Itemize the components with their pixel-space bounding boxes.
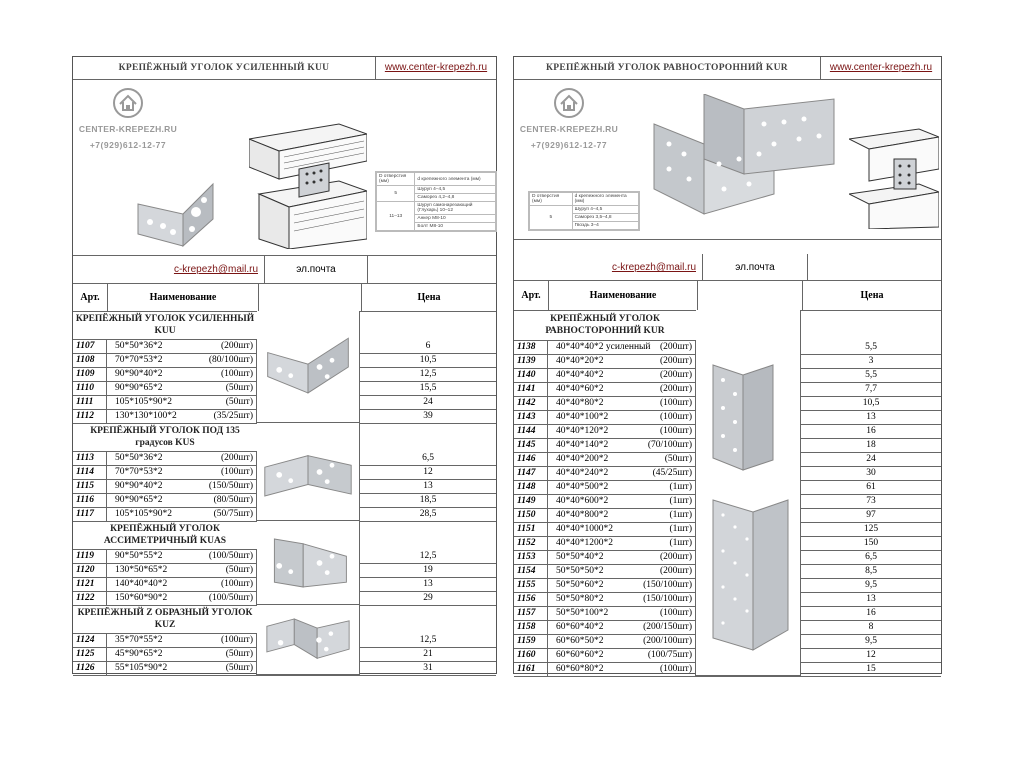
- pack-quantity: (80/100шт): [208, 355, 253, 365]
- price-value: 15,5: [419, 383, 437, 393]
- product-size: 50*50*40*2: [556, 552, 604, 562]
- article-number: 1110: [73, 381, 107, 395]
- article-number: 1148: [514, 480, 548, 494]
- price-value: 12,5: [419, 551, 437, 561]
- price-value: 5,5: [865, 342, 877, 352]
- article-number: 1145: [514, 438, 548, 452]
- right-header: [514, 57, 941, 80]
- product-name: [107, 381, 257, 395]
- product-name: [548, 620, 696, 634]
- pack-quantity: (45/25шт): [652, 468, 692, 478]
- product-size: 50*50*60*2: [556, 580, 604, 590]
- right-logo-brand: CENTER-KREPEZH.RU: [519, 124, 619, 134]
- col-art: Арт.: [73, 283, 108, 311]
- article-number: 1157: [514, 606, 548, 620]
- product-name: [107, 479, 257, 493]
- article-number: 1111: [73, 395, 107, 409]
- group-image-cell: [257, 423, 360, 521]
- article-number: 1126: [73, 661, 107, 675]
- product-size: 70*70*53*2: [115, 467, 163, 477]
- price-value: 9,5: [865, 580, 877, 590]
- product-name: [107, 451, 257, 465]
- product-name: [548, 396, 696, 410]
- left-logo-brand: CENTER-KREPEZH.RU: [78, 124, 178, 134]
- article-number: 1153: [514, 550, 548, 564]
- product-size: 40*40*500*2: [556, 482, 609, 492]
- article-number: 1121: [73, 577, 107, 591]
- group-header: КРЕПЁЖНЫЙ Z ОБРАЗНЫЙ УГОЛОК KUZ: [73, 605, 258, 634]
- product-size: 40*40*200*2: [556, 454, 609, 464]
- product-size: 130*130*100*2: [115, 411, 177, 421]
- price-value: 13: [423, 579, 433, 589]
- product-size: 40*40*40*2 усиленный: [556, 342, 651, 352]
- spec-item: Болт М8-10: [415, 223, 496, 231]
- product-size: 40*40*60*2: [556, 384, 604, 394]
- pack-quantity: (200шт): [659, 342, 692, 352]
- price-value: 6: [425, 341, 431, 351]
- product-size: 105*105*90*2: [115, 509, 172, 519]
- article-number: 1117: [73, 507, 107, 521]
- pack-quantity: (200шт): [220, 341, 253, 351]
- product-size: 60*60*60*2: [556, 650, 604, 660]
- price-value: 16: [866, 426, 876, 436]
- group-image-cell: [257, 311, 360, 423]
- pack-quantity: (100шт): [220, 635, 253, 645]
- product-size: 90*90*65*2: [115, 495, 163, 505]
- pack-quantity: (100/50шт): [208, 551, 253, 561]
- product-size: 150*60*90*2: [115, 593, 168, 603]
- product-size: 90*50*55*2: [115, 551, 163, 561]
- right-price-sheet: [513, 56, 942, 674]
- spec-item: Анкер М8-10: [415, 215, 496, 223]
- product-size: 50*50*36*2: [115, 453, 163, 463]
- price-value: 3: [868, 356, 874, 366]
- product-name: [548, 438, 696, 452]
- article-number: 1119: [73, 549, 107, 563]
- price-value: 39: [423, 411, 433, 421]
- right-site-link[interactable]: www.center-krepezh.ru: [820, 57, 941, 79]
- product-name: [107, 409, 257, 423]
- left-title: КРЕПЁЖНЫЙ УГОЛОК УСИЛЕННЫЙ KUU: [118, 63, 330, 73]
- product-name: [548, 634, 696, 648]
- pack-quantity: (1шт): [669, 482, 692, 492]
- spec-item: Саморез 3,5–4,8: [572, 214, 638, 222]
- group-header: КРЕПЁЖНЫЙ УГОЛОК ПОД 135 градусов KUS: [73, 423, 258, 452]
- left-logo: [75, 87, 181, 150]
- group-image-cell: [257, 521, 360, 605]
- article-number: 1150: [514, 508, 548, 522]
- pack-quantity: (100шт): [659, 608, 692, 618]
- pack-quantity: (70/100шт): [647, 440, 692, 450]
- spec-d: 5: [377, 186, 415, 202]
- spec-d: 5: [530, 206, 573, 230]
- price-value: 24: [866, 454, 876, 464]
- pack-quantity: (150/100шт): [643, 594, 692, 604]
- product-name: [548, 564, 696, 578]
- article-number: 1151: [514, 522, 548, 536]
- product-name: [107, 563, 257, 577]
- price-value: 24: [423, 397, 433, 407]
- col-name: Наименование: [549, 280, 698, 310]
- article-number: 1140: [514, 368, 548, 382]
- price-value: 10,5: [419, 355, 437, 365]
- article-number: 1158: [514, 620, 548, 634]
- pack-quantity: (200/100шт): [643, 636, 692, 646]
- pack-quantity: (200/150шт): [643, 622, 692, 632]
- product-size: 40*40*800*2: [556, 510, 609, 520]
- product-name: [548, 508, 696, 522]
- product-size: 40*40*600*2: [556, 496, 609, 506]
- equal-angle-diagram: [849, 109, 939, 229]
- product-size: 50*50*100*2: [556, 608, 609, 618]
- product-size: 50*50*50*2: [556, 566, 604, 576]
- spec-item: Шуруп 4–4,5: [415, 186, 496, 194]
- pack-quantity: (50шт): [225, 649, 253, 659]
- spec-header-fastener: d крепежного элемента (мм): [415, 173, 496, 186]
- pack-quantity: (100шт): [220, 369, 253, 379]
- article-number: 1109: [73, 367, 107, 381]
- price-value: 7,7: [865, 384, 877, 394]
- price-value: 21: [423, 649, 433, 659]
- left-mail-link[interactable]: c-krepezh@mail.ru: [173, 264, 258, 275]
- pack-quantity: (80/50шт): [213, 495, 253, 505]
- product-name: [107, 549, 257, 563]
- pack-quantity: (100шт): [659, 664, 692, 674]
- product-size: 60*60*80*2: [556, 664, 604, 674]
- price-value: 18: [866, 440, 876, 450]
- price-value: 28,5: [419, 509, 437, 519]
- price-value: 18,5: [419, 495, 437, 505]
- right-logo-phone: +7(929)612-12-77: [530, 140, 608, 150]
- left-spec-table: [375, 171, 497, 232]
- article-number: 1146: [514, 452, 548, 466]
- left-banner: [73, 79, 496, 256]
- price-value: 61: [866, 482, 876, 492]
- pack-quantity: (200шт): [659, 356, 692, 366]
- product-size: 40*40*140*2: [556, 440, 609, 450]
- product-size: 40*40*1200*2: [556, 538, 613, 548]
- pack-quantity: (50/75шт): [213, 509, 253, 519]
- pack-quantity: (35/25шт): [213, 411, 253, 421]
- product-name: [548, 382, 696, 396]
- left-mail-label: эл.почта: [264, 256, 367, 283]
- article-number: 1156: [514, 592, 548, 606]
- product-size: 130*50*65*2: [115, 565, 168, 575]
- pack-quantity: (1шт): [669, 496, 692, 506]
- article-number: 1139: [514, 354, 548, 368]
- price-value: 9,5: [865, 636, 877, 646]
- article-number: 1147: [514, 466, 548, 480]
- spec-header-fastener: d крепежного элемента (мм): [572, 193, 638, 206]
- right-logo: [516, 87, 622, 150]
- article-number: 1115: [73, 479, 107, 493]
- product-name: [107, 647, 257, 661]
- price-value: 12,5: [419, 635, 437, 645]
- col-name: Наименование: [108, 283, 259, 311]
- right-mail-link[interactable]: c-krepezh@mail.ru: [611, 262, 696, 273]
- article-number: 1144: [514, 424, 548, 438]
- product-size: 70*70*53*2: [115, 355, 163, 365]
- spec-item: Шуруп 4–4,5: [572, 206, 638, 214]
- col-price: Цена: [417, 291, 441, 303]
- product-name: [107, 661, 257, 675]
- article-number: 1142: [514, 396, 548, 410]
- left-table-header: [73, 283, 496, 312]
- article-number: 1120: [73, 563, 107, 577]
- product-name: [548, 550, 696, 564]
- article-number: 1108: [73, 353, 107, 367]
- pack-quantity: (50шт): [225, 565, 253, 575]
- right-spec-table: [528, 191, 640, 231]
- col-price: Цена: [860, 289, 884, 301]
- house-logo-icon: [112, 87, 144, 119]
- group-image-cell: [257, 605, 360, 675]
- pack-quantity: (50шт): [225, 663, 253, 673]
- article-number: 1159: [514, 634, 548, 648]
- product-size: 50*50*36*2: [115, 341, 163, 351]
- pack-quantity: (1шт): [669, 510, 692, 520]
- right-banner: [514, 79, 941, 240]
- pack-quantity: (100шт): [659, 412, 692, 422]
- right-mail-label: эл.почта: [702, 254, 807, 280]
- price-value: 5,5: [865, 370, 877, 380]
- product-name: [107, 395, 257, 409]
- mounting-diagram: [249, 99, 367, 249]
- product-size: 50*50*80*2: [556, 594, 604, 604]
- spec-item: Саморез 4,2–4,8: [415, 194, 496, 202]
- pack-quantity: (200шт): [659, 384, 692, 394]
- product-size: 40*40*240*2: [556, 468, 609, 478]
- left-logo-phone: +7(929)612-12-77: [89, 140, 167, 150]
- spec-header-d: D отверстия (мм): [530, 193, 573, 206]
- pack-quantity: (200шт): [220, 453, 253, 463]
- group-header: КРЕПЁЖНЫЙ УГОЛОК РАВНОСТОРОННИЙ KUR: [514, 310, 697, 341]
- article-number: 1143: [514, 410, 548, 424]
- product-size: 40*40*40*2: [556, 370, 604, 380]
- product-name: [107, 353, 257, 367]
- product-size: 60*60*50*2: [556, 636, 604, 646]
- reinforced-angle-photo: [128, 174, 218, 254]
- price-value: 6,5: [422, 453, 434, 463]
- pack-quantity: (150/50шт): [208, 481, 253, 491]
- price-value: 16: [866, 608, 876, 618]
- pack-quantity: (100шт): [220, 579, 253, 589]
- pack-quantity: (1шт): [669, 538, 692, 548]
- pack-quantity: (100/50шт): [208, 593, 253, 603]
- kuu-bracket-photo: [260, 332, 356, 402]
- article-number: 1141: [514, 382, 548, 396]
- product-size: 60*60*40*2: [556, 622, 604, 632]
- product-size: 40*40*120*2: [556, 426, 609, 436]
- product-name: [548, 536, 696, 550]
- product-size: 40*40*1000*2: [556, 524, 613, 534]
- article-number: 1107: [73, 339, 107, 353]
- product-name: [548, 480, 696, 494]
- pack-quantity: (200шт): [659, 566, 692, 576]
- price-value: 6,5: [865, 552, 877, 562]
- product-size: 90*90*40*2: [115, 481, 163, 491]
- price-value: 8: [868, 622, 874, 632]
- price-value: 125: [863, 524, 879, 534]
- price-value: 31: [423, 663, 433, 673]
- product-name: [548, 592, 696, 606]
- product-size: 90*90*40*2: [115, 369, 163, 379]
- product-size: 140*40*40*2: [115, 579, 168, 589]
- price-value: 30: [866, 468, 876, 478]
- product-name: [107, 507, 257, 521]
- product-name: [548, 424, 696, 438]
- right-table-header: [514, 280, 941, 311]
- spec-item: Шуруп самонарезающий (Глухарь) 10–12: [415, 202, 496, 215]
- price-value: 19: [423, 565, 433, 575]
- article-number: 1138: [514, 340, 548, 354]
- price-value: 12,5: [419, 369, 437, 379]
- product-size: 105*105*90*2: [115, 397, 172, 407]
- price-value: 13: [866, 412, 876, 422]
- product-size: 35*70*55*2: [115, 635, 163, 645]
- col-art: Арт.: [514, 280, 549, 310]
- product-name: [548, 494, 696, 508]
- product-name: [548, 410, 696, 424]
- price-value: 97: [866, 510, 876, 520]
- article-number: 1114: [73, 465, 107, 479]
- equal-angle-photo: [644, 94, 844, 224]
- left-site-link[interactable]: www.center-krepezh.ru: [375, 57, 496, 79]
- product-name: [548, 606, 696, 620]
- price-value: 8,5: [865, 566, 877, 576]
- article-number: 1149: [514, 494, 548, 508]
- pack-quantity: (100/75шт): [647, 650, 692, 660]
- pack-quantity: (100шт): [659, 426, 692, 436]
- article-number: 1122: [73, 591, 107, 605]
- article-number: 1124: [73, 633, 107, 647]
- price-value: 15: [866, 664, 876, 674]
- kuas-bracket-photo: [260, 528, 356, 598]
- price-value: 12: [423, 467, 433, 477]
- left-mail-row: [73, 256, 496, 284]
- product-name: [548, 662, 696, 676]
- pack-quantity: (100шт): [659, 398, 692, 408]
- product-name: [548, 522, 696, 536]
- product-size: 40*40*80*2: [556, 398, 604, 408]
- article-number: 1152: [514, 536, 548, 550]
- price-value: 10,5: [862, 398, 880, 408]
- price-value: 29: [423, 593, 433, 603]
- pack-quantity: (1шт): [669, 524, 692, 534]
- product-size: 55*105*90*2: [115, 663, 168, 673]
- product-name: [107, 493, 257, 507]
- article-number: 1116: [73, 493, 107, 507]
- right-title: КРЕПЁЖНЫЙ УГОЛОК РАВНОСТОРОННИЙ KUR: [546, 63, 788, 73]
- article-number: 1154: [514, 564, 548, 578]
- left-header: [73, 57, 496, 80]
- product-name: [548, 354, 696, 368]
- product-name: [548, 452, 696, 466]
- kuz-bracket-photo: [260, 608, 356, 672]
- group-header: КРЕПЁЖНЫЙ УГОЛОК УСИЛЕННЫЙ KUU: [73, 311, 258, 340]
- spec-item: Гвоздь 3–4: [572, 222, 638, 230]
- article-number: 1161: [514, 662, 548, 676]
- pack-quantity: (50шт): [225, 383, 253, 393]
- article-number: 1113: [73, 451, 107, 465]
- right-mail-row: [514, 254, 941, 281]
- pack-quantity: (200шт): [659, 552, 692, 562]
- product-size: 40*40*20*2: [556, 356, 604, 366]
- price-value: 12: [866, 650, 876, 660]
- product-size: 90*90*65*2: [115, 383, 163, 393]
- house-logo-icon: [553, 87, 585, 119]
- price-value: 73: [866, 496, 876, 506]
- article-number: 1160: [514, 648, 548, 662]
- pack-quantity: (200шт): [659, 370, 692, 380]
- pack-quantity: (150/100шт): [643, 580, 692, 590]
- product-name: [548, 648, 696, 662]
- pack-quantity: (50шт): [664, 454, 692, 464]
- product-size: 45*90*65*2: [115, 649, 163, 659]
- group-header: КРЕПЁЖНЫЙ УГОЛОК АССИМЕТРИЧНЫЙ KUAS: [73, 521, 258, 550]
- product-name: [548, 368, 696, 382]
- article-number: 1125: [73, 647, 107, 661]
- product-name: [107, 367, 257, 381]
- product-name: [548, 578, 696, 592]
- spec-header-d: D отверстия (мм): [377, 173, 415, 186]
- article-number: 1112: [73, 409, 107, 423]
- pack-quantity: (100шт): [220, 467, 253, 477]
- product-name: [107, 577, 257, 591]
- product-name: [107, 591, 257, 605]
- product-name: [107, 633, 257, 647]
- product-size: 40*40*100*2: [556, 412, 609, 422]
- article-number: 1155: [514, 578, 548, 592]
- product-name: [548, 340, 696, 354]
- price-value: 150: [863, 538, 879, 548]
- spec-d: 11–13: [377, 202, 415, 231]
- pack-quantity: (50шт): [225, 397, 253, 407]
- group-image-cell: [696, 310, 801, 676]
- left-price-sheet: [72, 56, 497, 674]
- price-value: 13: [423, 481, 433, 491]
- product-name: [107, 339, 257, 353]
- product-name: [107, 465, 257, 479]
- price-value: 13: [866, 594, 876, 604]
- kur-bracket-photos: [698, 350, 798, 680]
- kus-bracket-photo: [260, 437, 356, 507]
- product-name: [548, 466, 696, 480]
